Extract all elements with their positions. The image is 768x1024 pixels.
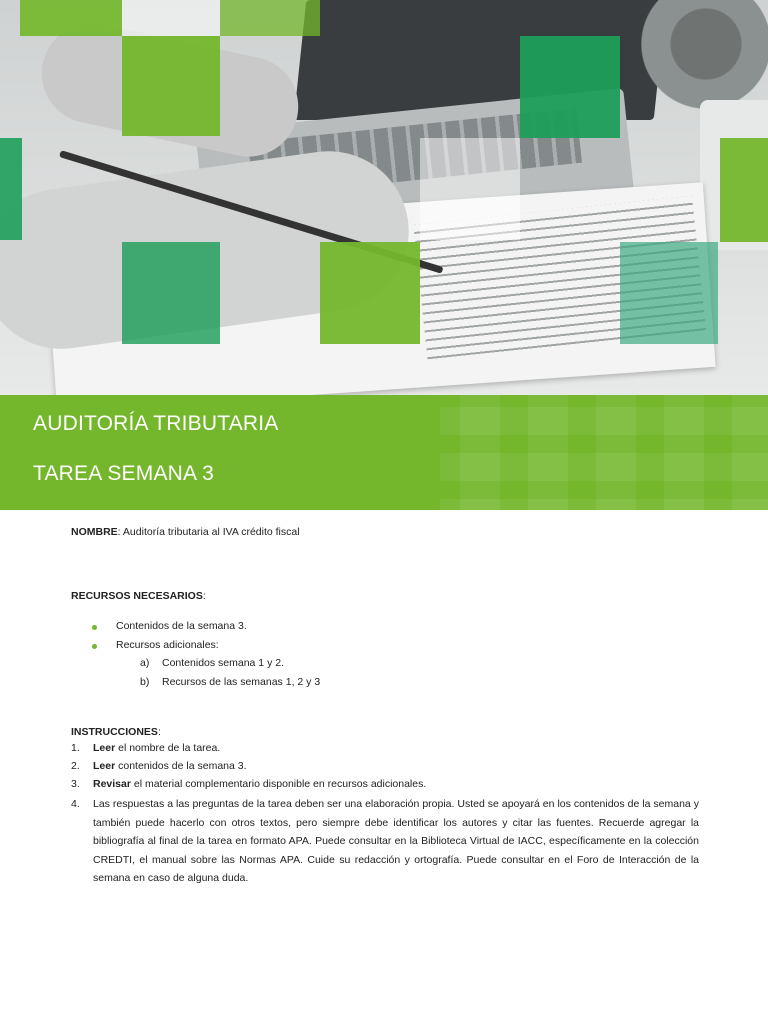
instruction-text: contenidos de la semana 3. — [115, 760, 247, 772]
list-item-text: Contenidos de la semana 3. — [116, 620, 247, 632]
deco-square — [520, 36, 620, 138]
recursos-heading — [71, 587, 701, 606]
deco-square — [122, 0, 220, 36]
instruction-paragraph: Las respuestas a las preguntas de la tarea deben ser una elaboración propia. Usted se apoyará en los contenidos de la semana y también puede hacerlo con otros textos, pero siempre debe identificar los autores y citar las fuentes. Recuerde agregar la bibliografía al final de la tarea en formato APA. Puede consultar en la Biblioteca Virtual de IACC, específicamente en la colección CREDTI, el manual sobre las Normas APA. Cuide su redacción y ortografía. Puede consultar en el Foro de Interacción de la semana en caso de alguna duda. — [93, 798, 699, 884]
sub-list-label: a) — [140, 657, 150, 669]
recursos-heading-text: RECURSOS NECESARIOS — [71, 590, 203, 602]
band-pattern — [440, 395, 768, 510]
deco-square — [420, 138, 520, 240]
instruction-verb: Revisar — [93, 778, 131, 790]
deco-square — [620, 242, 718, 344]
instruction-text: el material complementario disponible en recursos adicionales. — [130, 778, 427, 790]
instruction-number: 4. — [71, 798, 80, 810]
instruction-item — [71, 742, 220, 754]
instrucciones-heading-text: INSTRUCCIONES — [71, 726, 158, 738]
instruction-verb: Leer — [93, 742, 116, 754]
deco-square — [320, 242, 420, 344]
sub-list-item — [140, 676, 320, 688]
plant-illustration — [610, 0, 768, 110]
recursos-heading-colon: : — [202, 590, 206, 602]
deco-square — [122, 242, 220, 344]
sub-list-text: Contenidos semana 1 y 2. — [162, 657, 284, 669]
instruction-number: 3. — [71, 778, 80, 790]
course-title: AUDITORÍA TRIBUTARIA — [33, 412, 279, 435]
deco-square — [122, 36, 220, 136]
list-item-text: Recursos adicionales: — [116, 639, 219, 651]
nombre-line — [71, 523, 701, 542]
bullet-icon — [92, 625, 97, 630]
deco-square — [220, 0, 320, 36]
instruction-item — [71, 778, 426, 790]
instrucciones-heading-colon: : — [157, 726, 161, 738]
deco-square — [20, 0, 122, 36]
instruction-verb: Leer — [93, 760, 116, 772]
instruction-item — [71, 760, 247, 772]
instruction-number: 1. — [71, 742, 80, 754]
sub-list-item — [140, 657, 284, 669]
deco-square — [720, 138, 768, 242]
header-photo — [0, 0, 768, 395]
bullet-icon — [92, 644, 97, 649]
sub-list-text: Recursos de las semanas 1, 2 y 3 — [162, 676, 321, 688]
assignment-title: TAREA SEMANA 3 — [33, 462, 214, 485]
deco-square — [0, 138, 22, 240]
instruction-text: el nombre de la tarea. — [115, 742, 221, 754]
nombre-label: NOMBRE — [71, 526, 118, 538]
nombre-value: : Auditoría tributaria al IVA crédito fiscal — [117, 526, 300, 538]
instrucciones-heading — [71, 723, 701, 742]
sub-list-label: b) — [140, 676, 150, 688]
instruction-number: 2. — [71, 760, 80, 772]
